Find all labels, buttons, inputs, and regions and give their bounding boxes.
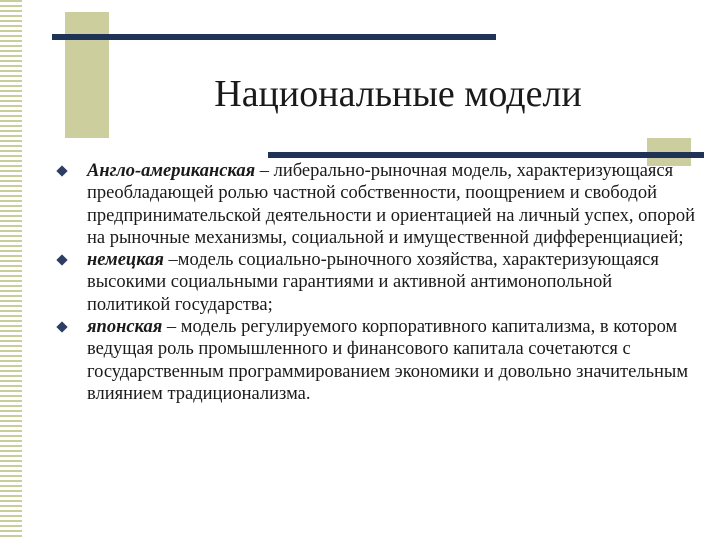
list-item-anglo-american	[56, 160, 696, 249]
decorative-line-middle	[268, 152, 704, 158]
bullet-list	[56, 160, 696, 405]
item-text: –модель социально-рыночного хозяйства, характеризующаяся высокими социальными гарантиями и активной антимонопольной политикой государства;	[87, 250, 659, 315]
diamond-bullet-icon	[56, 255, 67, 266]
item-term: Англо-американская	[87, 161, 256, 181]
item-term: японская	[87, 317, 163, 338]
diamond-bullet-icon	[56, 165, 67, 176]
slide-title: Национальные модели	[214, 73, 582, 115]
item-term: немецкая	[87, 250, 164, 271]
item-text: – модель регулируемого корпоративного капитализма, в котором ведущая роль промышленного и финансового капитала сочетаются с государственным программированием экономики и довольно значительным влиянием традиционализма.	[87, 317, 689, 404]
diamond-bullet-icon	[56, 321, 67, 332]
list-item-japanese	[56, 316, 696, 405]
list-item-german	[56, 249, 696, 316]
item-text: – либерально-рыночная модель, характеризующаяся преобладающей ролью частной собственности, поощрением и свободой предпринимательской деятельности и ориентацией на личный успех, опорой на рыночные механизмы, социальной и имущественной дифференциацией;	[87, 161, 695, 248]
decorative-line-top	[52, 34, 496, 40]
